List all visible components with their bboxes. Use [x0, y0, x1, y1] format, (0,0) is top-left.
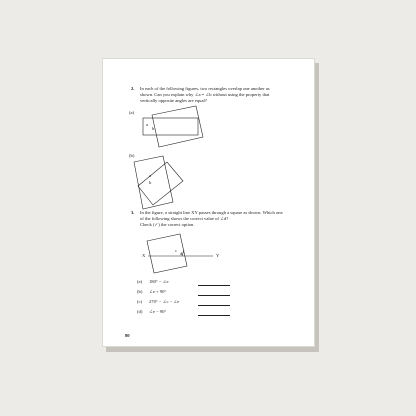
option-d-label: (d) [137, 309, 143, 314]
figure-2b-angle-b: b [149, 180, 152, 185]
option-a-text: 180° − ∠e [149, 279, 169, 284]
question-2-number: 2. [131, 86, 135, 91]
question-2-part-b-label: (b) [129, 153, 135, 158]
question-3-number: 3. [131, 210, 135, 215]
figure-3-right-angle-marker [182, 250, 184, 256]
figure-3-point-x: X [142, 253, 146, 258]
question-2-line-2: shown. Can you explain why ∠a = ∠b without using the property that [140, 92, 270, 97]
question-2-line-1: In each of the following figures, two rectangles overlap one another as [140, 86, 270, 91]
question-3-line-2: of the following shows the correct value of ∠d? [140, 216, 229, 221]
option-c-label: (c) [137, 299, 143, 304]
option-d-answer-line[interactable] [198, 315, 230, 316]
figure-2a-angle-a: a [146, 122, 149, 127]
page-number: 80 [125, 333, 130, 338]
option-a-label: (a) [137, 279, 143, 284]
option-b-text: ∠e + 90° [149, 289, 167, 294]
figure-2b-angle-a: a [149, 173, 152, 178]
textbook-page [102, 58, 315, 347]
figure-3-angle-c: c [175, 248, 178, 253]
question-2-line-3: vertically opposite angles are equal? [140, 98, 207, 103]
option-b-label: (b) [137, 289, 143, 294]
question-2-part-a-label: (a) [129, 110, 135, 115]
figure-2a-angle-b: b [152, 126, 155, 131]
option-d-text: ∠e − 90° [149, 309, 167, 314]
figure-3-angle-d: d [180, 251, 183, 256]
question-3-line-3: Check (✓) the correct option. [140, 222, 195, 227]
figure-3-point-y: Y [216, 253, 220, 258]
option-c-answer-line[interactable] [198, 305, 230, 306]
option-a-answer-line[interactable] [198, 285, 230, 286]
question-3-line-1: In the figure, a straight line XY passes through a square as shown. Which one [140, 210, 283, 215]
option-c-text: 270° − ∠c − ∠e [149, 299, 180, 304]
option-b-answer-line[interactable] [198, 295, 230, 296]
